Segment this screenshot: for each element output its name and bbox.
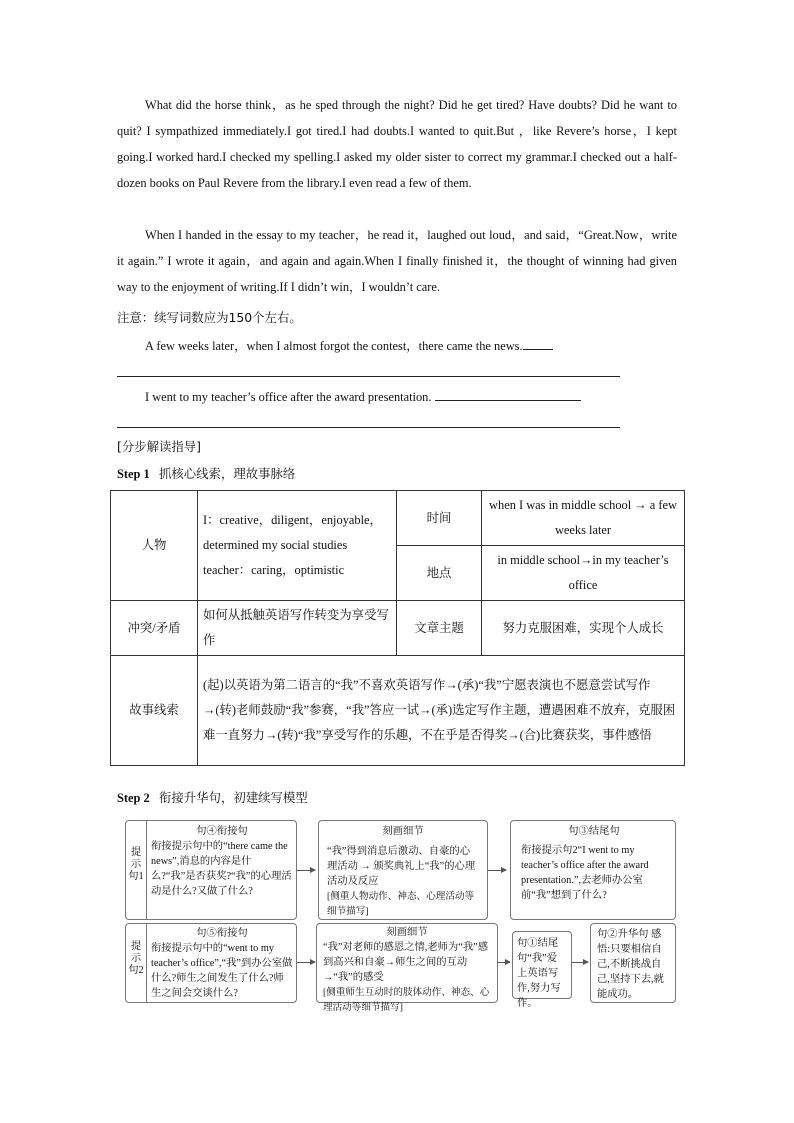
theme-label: 文章主题 (397, 601, 482, 656)
arrow-icon (572, 962, 588, 963)
arrow-icon (297, 870, 315, 871)
row1-box2-text: “我”得到消息后激动、自豪的心理活动 → 颁奖典礼上“我”的心理活动及反应 (327, 846, 476, 887)
step1-heading (117, 464, 295, 484)
row2-box1-title: 句⑤衔接句 (196, 928, 248, 939)
storyline-label: 故事线索 (111, 656, 198, 766)
arrow-icon (498, 962, 510, 963)
writing-blank[interactable] (523, 335, 553, 350)
row2-box2-title: 刻画细节 (386, 927, 428, 938)
row2-ending-box (512, 931, 572, 1009)
step2-title: 衔接升华句，初建续写模型 (159, 790, 308, 805)
row2-side-label: 提示句2 (128, 941, 144, 976)
prompt-2-text: I went to my teacher’s office after the award presentation. (145, 390, 432, 404)
characters-value: I：creative，diligent，enjoyable，determined my social studies teacher：caring，optimistic (198, 491, 397, 601)
arrow-icon (488, 870, 506, 871)
word-count-note: 注意：续写词数应为150个左右。 (117, 310, 302, 325)
row1-box2-note: [侧重人物动作、神态、心理活动等细节描写] (327, 891, 475, 917)
prompt-1-text: A few weeks later，when I almost forgot the contest，there came the news. (145, 339, 523, 353)
storyline-value: (起)以英语为第二语言的“我”不喜欢英语写作→(承)“我”宁愿表演也不愿意尝试写作→(转)老师鼓励“我”参赛，“我”答应一试→(承)选定写作主题，遭遇困难不放弃，克服困难一直努力→(转)“我”享受写作的乐趣，不在乎是否得奖→(合)比赛获奖，事件感悟 (198, 656, 685, 766)
place-value: in middle school→in my teacher’s office (482, 546, 685, 601)
conflict-value: 如何从抵触英语写作转变为享受写作 (198, 601, 397, 656)
box-divider (146, 924, 147, 1002)
row2-detail-box (316, 923, 498, 1013)
step2-label: Step 2 (117, 791, 150, 805)
row2-box2-note: [侧重师生互动时的肢体动作、神态、心理活动等细节描写] (323, 987, 490, 1013)
row1-ending-box (510, 820, 676, 920)
continuation-prompt-2 (145, 386, 581, 407)
row2-box2-text: “我”对老师的感恩之情,老师为“我”感到高兴和自豪→师生之间的互动→“我”的感受 (323, 942, 489, 983)
row1-side-label: 提示句1 (128, 847, 144, 882)
step1-label: Step 1 (117, 467, 150, 481)
passage-paragraph-1: What did the horse think，as he sped through the night? Did he get tired? Have doubts? Did he want to quit? I sympathized immediately.I got tired.I had doubts.I wanted to quit.But ，like Revere’s horse，I kept going.I worked hard.I checked my spelling.I asked my older sister to correct my grammar.I checked out a half-dozen books on Paul Revere from the library.I even read a few of them. (117, 98, 677, 190)
step2-heading (117, 788, 308, 808)
place-label: 地点 (397, 546, 482, 601)
characters-label: 人物 (111, 491, 198, 601)
time-value: when I was in middle school → a few weeks later (482, 491, 685, 546)
step1-title: 抓核心线索，理故事脉络 (159, 466, 296, 481)
row1-box1-text: 衔接提示句中的“there came the news”,消息的内容是什么?“我”是否获奖?“我”的心理活动是什么?又做了什么? (151, 841, 292, 897)
theme-value: 努力克服困难，实现个人成长 (482, 601, 685, 656)
arrow-icon (297, 962, 315, 963)
row1-detail-box (318, 820, 488, 920)
passage-paragraph-2: When I handed in the essay to my teacher，he read it，laughed out loud，and said，“Great.Now，write it again.” I wrote it again，and again and again.When I finally finished it，the thought of winning had given way to the enjoyment of writing.If I didn’t win，I wouldn’t care. (117, 228, 677, 294)
row2-box3-text: 句①结尾句“我”爱上英语写作,努力写作。 (517, 938, 561, 1009)
row1-box1-title: 句④衔接句 (196, 826, 248, 837)
row2-box4-text: 句②升华句 感悟:只要相信自己,不断挑战自己,坚持下去,就能成功。 (597, 929, 664, 1000)
conflict-label: 冲突/矛盾 (111, 601, 198, 656)
row1-linking-box (125, 820, 297, 920)
writing-line[interactable] (117, 376, 620, 377)
box-divider (146, 821, 147, 919)
time-label: 时间 (397, 491, 482, 546)
row2-sublimation-box (590, 923, 676, 1003)
writing-blank[interactable] (435, 386, 581, 401)
writing-line[interactable] (117, 427, 620, 428)
row1-box3-text: 衔接提示句2“I went to my teacher’s office after the award presentation.”,去老师办公室前“我”想到了什么? (521, 845, 649, 901)
story-elements-table (110, 490, 685, 766)
row1-box3-title: 句③结尾句 (568, 826, 620, 837)
guide-title: [分步解读指导] (117, 439, 202, 454)
row2-linking-box (125, 923, 297, 1003)
row2-box1-text: 衔接提示句中的“went to my teacher’s office”,“我”到办公室做什么?师生之间发生了什么?师生之间会交谈什么? (151, 943, 293, 999)
row1-box2-title: 刻画细节 (382, 826, 424, 837)
continuation-prompt-1 (145, 335, 553, 356)
